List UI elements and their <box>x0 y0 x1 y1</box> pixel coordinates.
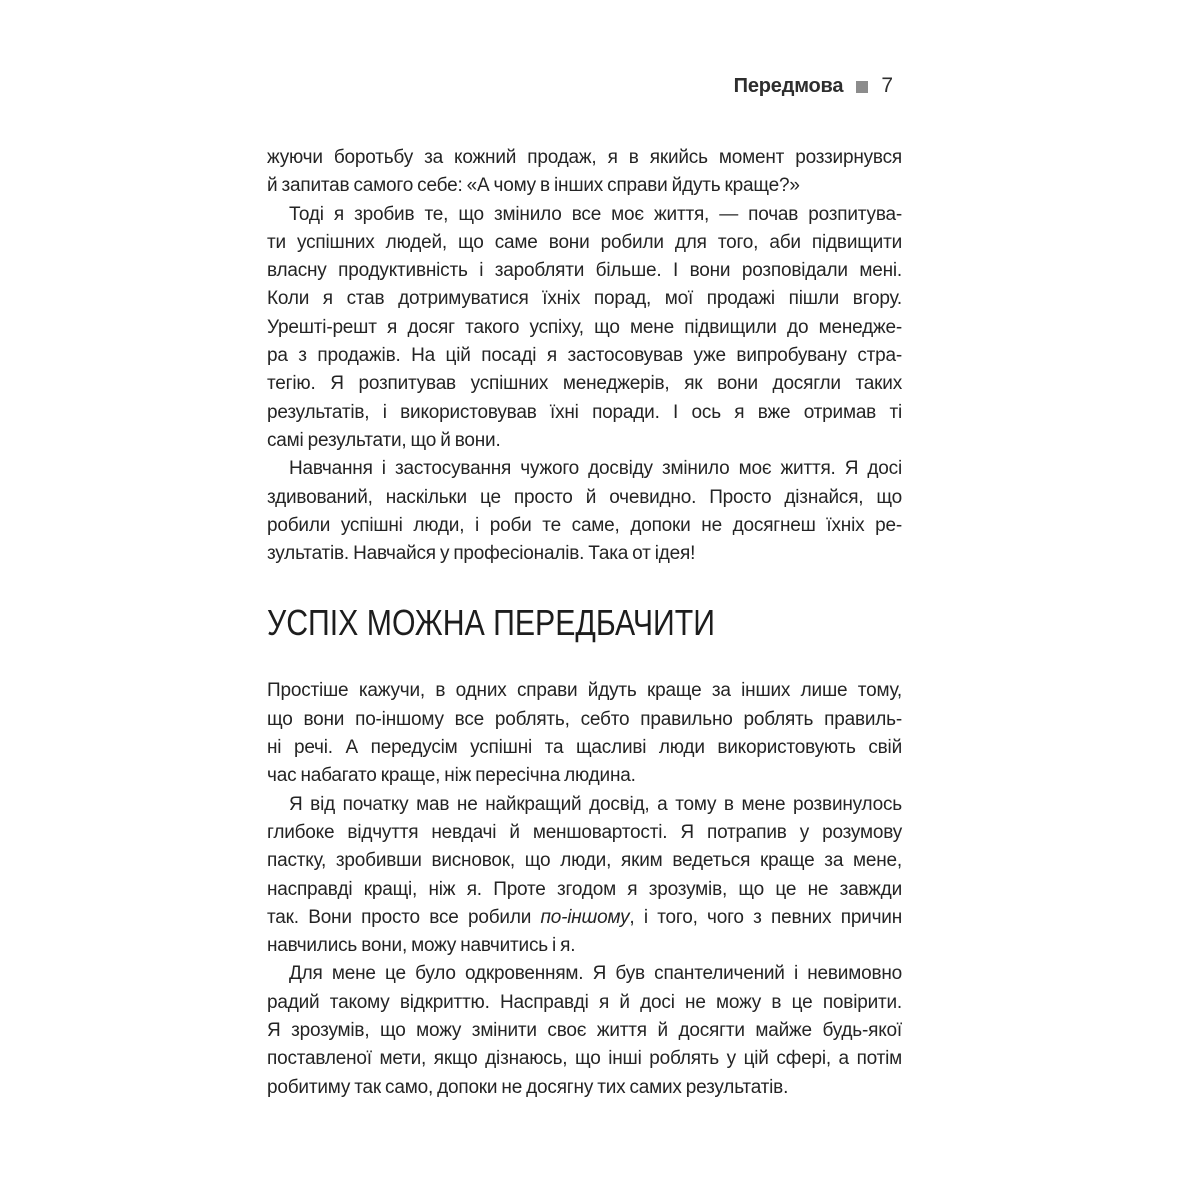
paragraph <box>267 677 902 790</box>
text-line: що вони по-іншому все роблять, себто правильно роблять правиль- <box>267 708 902 730</box>
text-line: радий такому відкриттю. Насправді я й досі не можу в це повірити. <box>267 991 902 1013</box>
text-line: зультатів. Навчайся у професіоналів. Така от ідея! <box>267 543 696 565</box>
chapter-title: Передмова <box>733 74 844 97</box>
text-line: й запитав самого себе: «А чому в інших справи йдуть краще?» <box>267 175 800 197</box>
text-line: Тоді я зробив те, що змінило все моє життя, — почав розпитува- <box>289 203 902 225</box>
text-line: власну продуктивність і заробляти більше. І вони розповідали мені. <box>267 260 902 282</box>
section-square-icon <box>856 81 868 93</box>
text-line: поставленої мети, якщо дізнаюсь, що інші роблять у цій сфері, а потім <box>267 1048 902 1070</box>
text-line: результатів, і використовував їхні поради. І ось я вже отримав ті <box>267 401 902 423</box>
text-line: Навчання і застосування чужого досвіду змінило моє життя. Я досі <box>289 458 902 480</box>
paragraph <box>267 455 902 568</box>
text-line: Я від початку мав не найкращий досвід, а тому в мене розвинулось <box>289 793 902 815</box>
text-line: насправді кращі, ніж я. Проте згодом я зрозумів, що це не завжди <box>267 878 902 900</box>
text-line: жуючи боротьбу за кожний продаж, я в якийсь момент роззирнувся <box>267 147 902 168</box>
text-line: пастку, зробивши висновок, що люди, яким ведеться краще за мене, <box>267 850 902 872</box>
text-line: Простіше кажучи, в одних справи йдуть краще за інших лише тому, <box>267 680 902 702</box>
text-line: Коли я став дотримуватися їхніх порад, мої продажі пішли вгору. <box>267 288 902 310</box>
text-line: ти успішних людей, що саме вони робили для того, аби підвищити <box>267 231 902 253</box>
text-line: Я зрозумів, що можу змінити своє життя й досягти майже будь-якої <box>267 1020 902 1042</box>
text-line: здивований, наскільки це просто й очевидно. Просто дізнайся, що <box>267 486 902 508</box>
text-line: ні речі. А передусім успішні та щасливі люди використовують свій <box>267 737 902 759</box>
text-line: час набагато краще, ніж пересічна людина. <box>267 765 636 787</box>
section-heading: УСПІХ МОЖНА ПЕРЕДБАЧИТИ <box>267 602 715 644</box>
text-line: навчились вони, можу навчитись і я. <box>267 935 576 957</box>
text-line: Для мене це було одкровенням. Я був спантеличений і невимовно <box>289 963 902 985</box>
paragraph <box>267 144 902 201</box>
text-line: ра з продажів. На цій посаді я застосовував уже випробувану стра- <box>267 345 902 367</box>
paragraph <box>267 960 902 1101</box>
text-line: глибоке відчуття невдачі й меншовартості. Я потрапив у розумову <box>267 821 902 843</box>
page-number: 7 <box>881 74 893 97</box>
text-line: робили успішні люди, і роби те саме, допоки не досягнеш їхніх ре- <box>267 514 902 536</box>
text-line: так. Вони просто все робили по-іншому, і того, чого з певних причин <box>267 906 903 928</box>
paragraph <box>267 791 902 961</box>
text-line: Урешті-решт я досяг такого успіху, що мене підвищили до менедже- <box>267 316 902 338</box>
running-header <box>734 74 893 98</box>
paragraph <box>267 201 902 456</box>
text-line: робитиму так само, допоки не досягну тих самих результатів. <box>267 1076 789 1098</box>
text-line: самі результати, що й вони. <box>267 429 501 451</box>
text-line: тегію. Я розпитував успішних менеджерів, як вони досягли таких <box>267 373 902 395</box>
content-column <box>267 144 902 1102</box>
